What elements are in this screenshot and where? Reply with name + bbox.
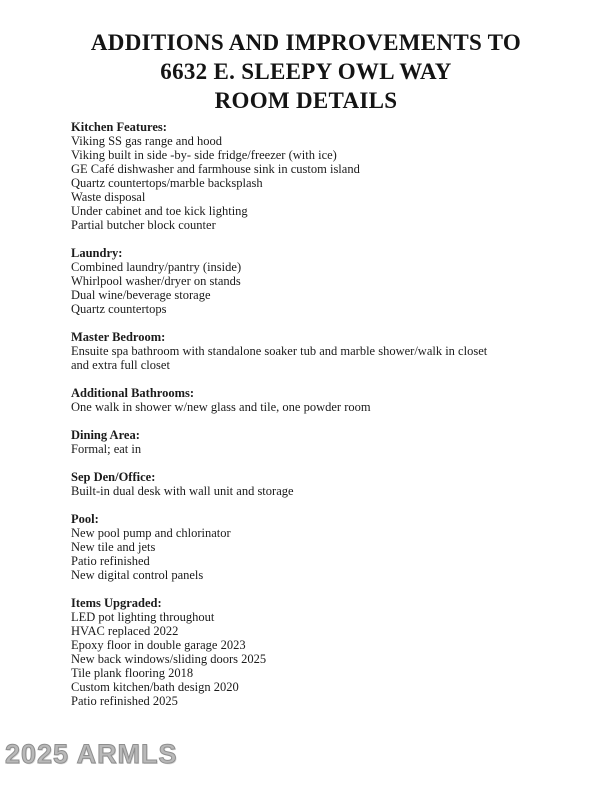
section-item: Quartz countertops	[71, 302, 167, 316]
section-dining-area	[71, 428, 508, 456]
section-additional-bathrooms	[71, 386, 508, 414]
section-item: Formal; eat in	[71, 442, 142, 456]
section-item: Ensuite spa bathroom with standalone soaker tub and marble shower/walk in closet and extra full closet	[71, 344, 488, 372]
section-item: Viking built in side -by- side fridge/freezer (with ice)	[71, 148, 337, 162]
section-item: New tile and jets	[71, 540, 156, 554]
section-item: Built-in dual desk with wall unit and storage	[71, 484, 294, 498]
section-heading: Items Upgraded:	[71, 596, 162, 610]
section-heading: Pool:	[71, 512, 99, 526]
section-item: Viking SS gas range and hood	[71, 134, 222, 148]
section-heading: Sep Den/Office:	[71, 470, 156, 484]
section-heading: Master Bedroom:	[71, 330, 166, 344]
section-heading: Additional Bathrooms:	[71, 386, 195, 400]
section-heading: Kitchen Features:	[71, 120, 167, 134]
section-item: LED pot lighting throughout	[71, 610, 215, 624]
section-item: New digital control panels	[71, 568, 204, 582]
section-kitchen-features	[71, 120, 508, 232]
section-items-upgraded	[71, 596, 508, 708]
title-line-3: ROOM DETAILS	[214, 88, 398, 113]
section-item: Whirlpool washer/dryer on stands	[71, 274, 241, 288]
section-item: Partial butcher block counter	[71, 218, 216, 232]
section-heading: Laundry:	[71, 246, 123, 260]
title-line-2: 6632 E. SLEEPY OWL WAY	[160, 59, 452, 84]
section-item: HVAC replaced 2022	[71, 624, 179, 638]
section-master-bedroom	[71, 330, 508, 372]
section-pool	[71, 512, 508, 582]
section-item: Dual wine/beverage storage	[71, 288, 211, 302]
section-sep-den-office	[71, 470, 508, 498]
section-item: Custom kitchen/bath design 2020	[71, 680, 239, 694]
section-laundry	[71, 246, 508, 316]
section-item: Quartz countertops/marble backsplash	[71, 176, 263, 190]
section-item: Waste disposal	[71, 190, 146, 204]
section-item: Under cabinet and toe kick lighting	[71, 204, 248, 218]
section-item: New back windows/sliding doors 2025	[71, 652, 267, 666]
section-item: Combined laundry/pantry (inside)	[71, 260, 242, 274]
section-item: Patio refinished	[71, 554, 150, 568]
title-line-1: ADDITIONS AND IMPROVEMENTS TO	[90, 30, 522, 55]
section-item: One walk in shower w/new glass and tile, one powder room	[71, 400, 371, 414]
section-item: Patio refinished 2025	[71, 694, 178, 708]
document-body	[71, 120, 508, 708]
section-item: Epoxy floor in double garage 2023	[71, 638, 246, 652]
section-item: Tile plank flooring 2018	[71, 666, 194, 680]
armls-watermark: 2025 ARMLS	[5, 739, 178, 769]
section-item: GE Café dishwasher and farmhouse sink in custom island	[71, 162, 360, 176]
section-item: New pool pump and chlorinator	[71, 526, 231, 540]
document-title	[0, 0, 612, 115]
section-heading: Dining Area:	[71, 428, 140, 442]
